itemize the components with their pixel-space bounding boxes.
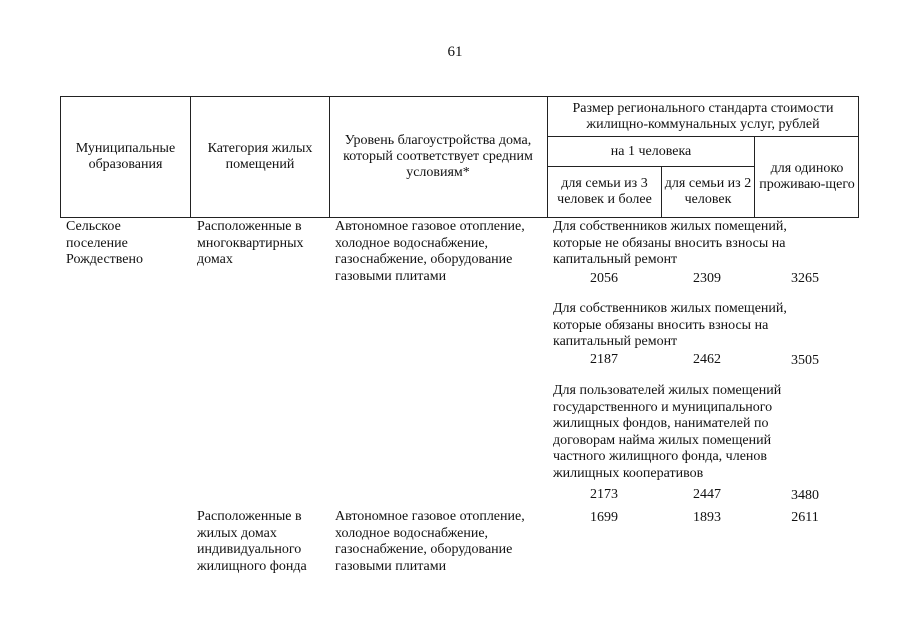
group1-family2-value: 2309 <box>693 271 721 286</box>
group2-label: Для собственников жилых помещений, которые обязаны вносить взносы на капитальный ремонт <box>553 301 787 349</box>
group2-single-value: 3505 <box>791 353 819 368</box>
group1-single-value: 3265 <box>791 271 819 286</box>
header-category: Категория жилых помещений <box>207 141 313 172</box>
header-family2: для семьи из 2 человек <box>664 176 752 207</box>
individual-family3-value: 1699 <box>590 510 618 525</box>
grid-col1 <box>190 96 191 218</box>
grid-right <box>858 96 859 218</box>
group3-label: Для пользователей жилых помещений государственного и муниципального жилищных фондов, нанимателей по договорам найма жилых помещений частного жилищного фонда, членов жилищных кооперативов <box>553 383 782 481</box>
grid-col-family <box>661 166 662 218</box>
group2-family2-value: 2462 <box>693 352 721 367</box>
group3-family2-value: 2447 <box>693 487 721 502</box>
group3-single-value: 3480 <box>791 488 819 503</box>
header-standard-size: Размер регионального стандарта стоимости жилищно-коммунальных услуг, рублей <box>572 100 834 132</box>
header-municipality: Муниципальные образования <box>75 141 176 172</box>
municipality-name: Сельское поселение Рождествено <box>66 219 144 267</box>
individual-category: Расположенные в жилых домах индивидуального жилищного фонда <box>197 509 307 574</box>
header-level: Уровень благоустройства дома, который соответствует средним условиям* <box>343 133 533 180</box>
group2-family3-value: 2187 <box>590 352 618 367</box>
group1-label: Для собственников жилых помещений, которые не обязаны вносить взносы на капитальный ремонт <box>553 219 787 267</box>
apartment-level: Автономное газовое отопление, холодное водоснабжение, газоснабжение, оборудование газовыми плитами <box>335 219 525 284</box>
group1-family3-value: 2056 <box>590 271 618 286</box>
individual-single-value: 2611 <box>791 510 819 525</box>
apartment-category: Расположенные в многоквартирных домах <box>197 219 304 267</box>
header-family3: для семьи из 3 человек и более <box>557 176 652 207</box>
group3-family3-value: 2173 <box>590 487 618 502</box>
grid-col-single <box>754 136 755 218</box>
grid-col2 <box>329 96 330 218</box>
grid-bottom <box>60 217 859 218</box>
individual-family2-value: 1893 <box>693 510 721 525</box>
header-single: для одиноко проживаю-щего <box>759 161 855 192</box>
individual-level: Автономное газовое отопление, холодное водоснабжение, газоснабжение, оборудование газовыми плитами <box>335 509 525 574</box>
header-per-person: на 1 человека <box>610 143 692 159</box>
page-number: 61 <box>447 44 463 60</box>
